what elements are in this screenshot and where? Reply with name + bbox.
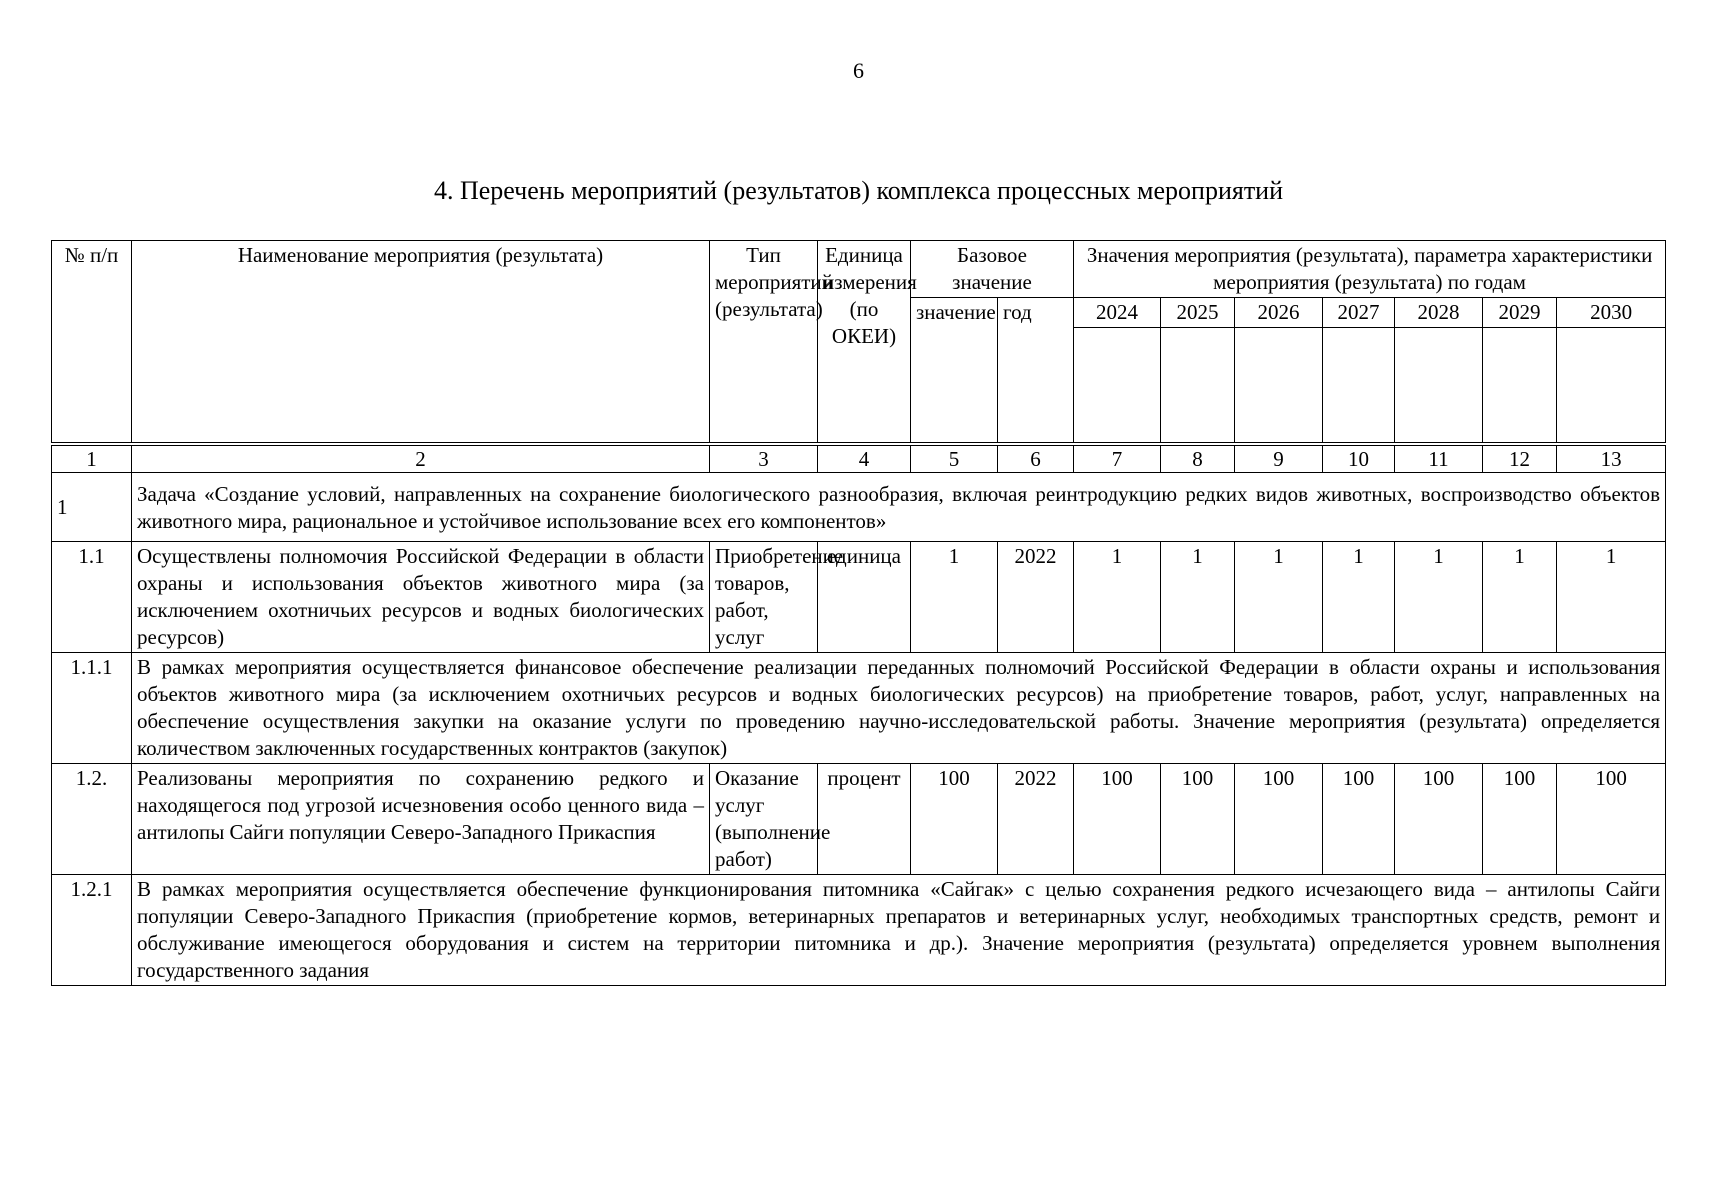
year-value-cell [1161, 328, 1235, 445]
column-number: 3 [710, 444, 818, 473]
header-year: 2030 [1557, 298, 1666, 328]
header-year: 2024 [1074, 298, 1161, 328]
year-value-cell [1557, 328, 1666, 445]
year-value-cell [1395, 328, 1483, 445]
measure-type: Приобретение товаров, работ, услуг [710, 542, 818, 653]
header-year: 2027 [1323, 298, 1395, 328]
measure-year-value: 100 [1323, 764, 1395, 875]
header-type: Тип мероприятий (результата) [710, 241, 818, 445]
measure-unit: процент [818, 764, 911, 875]
measure-year-value: 100 [1395, 764, 1483, 875]
measure-base-value: 1 [911, 542, 998, 653]
header-name: Наименование мероприятия (результата) [132, 241, 710, 445]
year-value-cell [1323, 328, 1395, 445]
measure-row [52, 542, 1666, 653]
measure-year-value: 1 [1161, 542, 1235, 653]
column-number-row [52, 444, 1666, 473]
measures-table [51, 240, 1666, 986]
header-year: 2026 [1235, 298, 1323, 328]
column-number: 7 [1074, 444, 1161, 473]
header-base: Базовое значение [911, 241, 1074, 298]
measure-base-year: 2022 [998, 542, 1074, 653]
year-value-cell [1235, 328, 1323, 445]
header-unit: Единица измерения (по ОКЕИ) [818, 241, 911, 445]
column-number: 12 [1483, 444, 1557, 473]
header-base-year: год [998, 298, 1074, 445]
task-row [52, 473, 1666, 542]
measure-year-value: 100 [1557, 764, 1666, 875]
measure-year-value: 1 [1323, 542, 1395, 653]
header-values: Значения мероприятия (результата), параметра характеристики мероприятия (результата) по годам [1074, 241, 1666, 298]
header-year: 2028 [1395, 298, 1483, 328]
measure-no: 1.1 [52, 542, 132, 653]
measure-year-value: 1 [1395, 542, 1483, 653]
column-number: 11 [1395, 444, 1483, 473]
page-number: 6 [853, 58, 864, 83]
header-year: 2025 [1161, 298, 1235, 328]
measure-description-no: 1.2.1 [52, 875, 132, 986]
measure-year-value: 1 [1557, 542, 1666, 653]
measure-year-value: 1 [1235, 542, 1323, 653]
measure-description-row [52, 875, 1666, 986]
measure-year-value: 100 [1483, 764, 1557, 875]
column-number: 2 [132, 444, 710, 473]
year-value-cell [1074, 328, 1161, 445]
column-number: 1 [52, 444, 132, 473]
measure-description-no: 1.1.1 [52, 653, 132, 764]
header-base-value: значение [911, 298, 998, 445]
column-number: 6 [998, 444, 1074, 473]
column-number: 4 [818, 444, 911, 473]
measure-name: Осуществлены полномочия Российской Федерации в области охраны и использования объектов животного мира (за исключением охотничьих ресурсов и водных биологических ресурсов) [132, 542, 710, 653]
measure-description-row [52, 653, 1666, 764]
measure-no: 1.2. [52, 764, 132, 875]
header-no: № п/п [52, 241, 132, 445]
measure-description: В рамках мероприятия осуществляется финансовое обеспечение реализации переданных полномочий Российской Федерации в области охраны и использования объектов животного мира (за исключением охотничьих ресурсов и водных биологических ресурсов) на приобретение товаров, работ, услуг, направленных на обеспечение осуществления закупки на оказание услуги по проведению научно-исследовательской работы. Значение мероприятия (результата) определяется количеством заключенных государственных контрактов (закупок) [132, 653, 1666, 764]
column-number: 10 [1323, 444, 1395, 473]
column-number: 13 [1557, 444, 1666, 473]
measure-row [52, 764, 1666, 875]
measure-base-year: 2022 [998, 764, 1074, 875]
measure-type: Оказание услуг (выполнение работ) [710, 764, 818, 875]
column-number: 8 [1161, 444, 1235, 473]
measure-year-value: 100 [1074, 764, 1161, 875]
measure-description: В рамках мероприятия осуществляется обеспечение функционирования питомника «Сайгак» с целью сохранения редкого исчезающего вида – антилопы Сайги популяции Северо-Западного Прикаспия (приобретение кормов, ветеринарных препаратов и ветеринарных услуг, необходимых транспортных средств, ремонт и обслуживание имеющегося оборудования и систем на территории питомника и др.). Значение мероприятия (результата) определяется уровнем выполнения государственного задания [132, 875, 1666, 986]
column-number: 9 [1235, 444, 1323, 473]
measure-unit: единица [818, 542, 911, 653]
year-value-cell [1483, 328, 1557, 445]
task-text: Задача «Создание условий, направленных на сохранение биологического разнообразия, включая реинтродукцию редких видов животных, воспроизводство объектов животного мира, рациональное и устойчивое использование всех его компонентов» [132, 473, 1666, 542]
measure-year-value: 1 [1074, 542, 1161, 653]
header-year: 2029 [1483, 298, 1557, 328]
measure-base-value: 100 [911, 764, 998, 875]
measure-year-value: 1 [1483, 542, 1557, 653]
measure-name: Реализованы мероприятия по сохранению редкого и находящегося под угрозой исчезновения особо ценного вида – антилопы Сайги популяции Северо-Западного Прикаспия [132, 764, 710, 875]
task-no: 1 [52, 473, 132, 542]
section-title: 4. Перечень мероприятий (результатов) комплекса процессных мероприятий [433, 176, 1284, 205]
measure-year-value: 100 [1235, 764, 1323, 875]
column-number: 5 [911, 444, 998, 473]
measure-year-value: 100 [1161, 764, 1235, 875]
